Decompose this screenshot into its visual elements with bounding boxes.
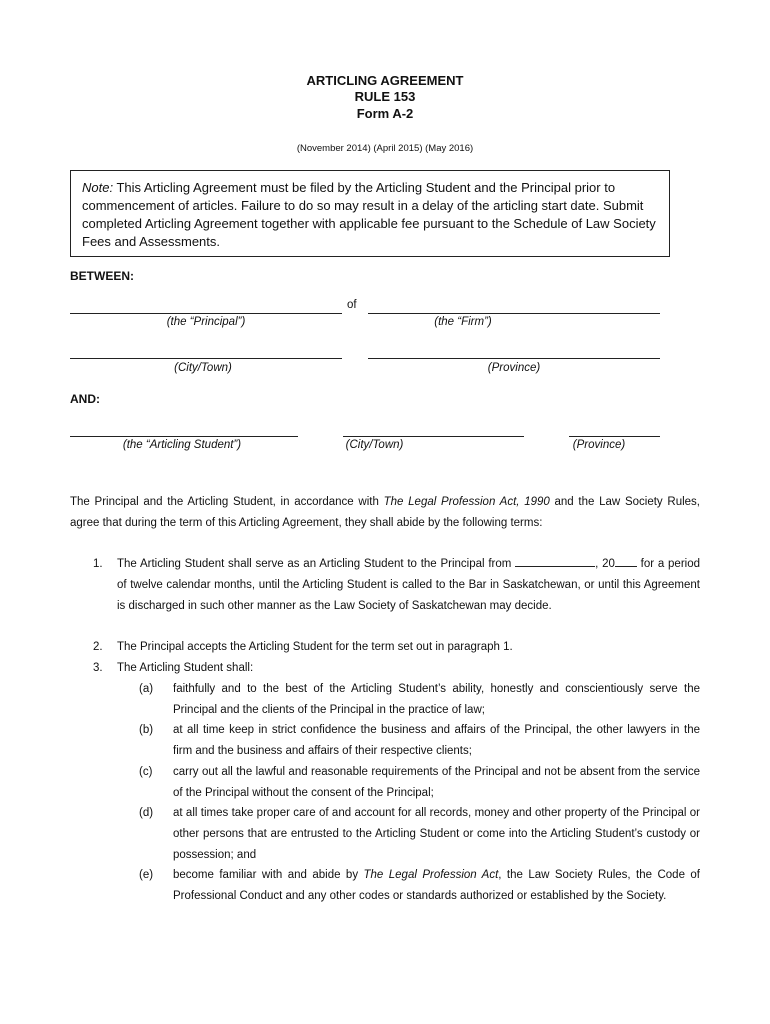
firm-name-line[interactable] — [368, 313, 660, 314]
start-year-blank[interactable] — [615, 556, 637, 567]
of-label: of — [347, 299, 357, 311]
term-1-pre: The Articling Student shall serve as an Articling Student to the Principal from — [117, 558, 516, 570]
item-c-label: (c) — [139, 766, 153, 778]
and-heading: AND: — [70, 392, 100, 406]
note-box — [70, 170, 670, 257]
term-1-mid: , 20 — [595, 558, 615, 570]
term-1-post: for a period of twelve calendar months, until the Articling Student is called to the Bar in Saskatchewan, or until this Agreement is discharged in such other manner as the Law Society of Saskatchewan may decide. — [117, 558, 701, 612]
rule-number: RULE 153 — [354, 89, 416, 104]
note-text — [82, 179, 662, 251]
student-city-line[interactable] — [343, 436, 524, 437]
student-city-caption: (City/Town) — [345, 439, 404, 451]
item-a-label: (a) — [139, 683, 154, 695]
term-3-number: 3. — [93, 662, 103, 674]
intro-paragraph — [70, 492, 700, 534]
intro-pre: The Principal and the Articling Student, in accordance with — [70, 496, 384, 508]
term-3-text: The Articling Student shall: — [117, 662, 254, 674]
principal-province-line[interactable] — [368, 358, 660, 359]
item-a-text: faithfully and to the best of the Articling Student’s ability, honestly and conscientiously serve the Principal and the clients of the Principal in the practice of law; — [173, 683, 700, 716]
item-b-text: at all time keep in strict confidence the business and affairs of the Principal, the other lawyers in the firm and the business and affairs of their respective clients; — [173, 724, 700, 757]
term-2-text: The Principal accepts the Articling Student for the term set out in paragraph 1. — [117, 641, 513, 653]
item-e-post: , the Law Society Rules, the Code of Professional Conduct and any other codes or standards authorized or established by the Society. — [173, 869, 700, 902]
intro-post: and the Law Society Rules, agree that during the term of this Articling Agreement, they shall abide by the following terms: — [70, 496, 700, 529]
note-body: This Articling Agreement must be filed by the Articling Student and the Principal prior to commencement of articles. Failure to do so may result in a delay of the articling start date. Submit completed Articling Agreement together with applicable fee pursuant to the Schedule of Law Society Fees and Assessments. — [82, 180, 656, 249]
principal-city-line[interactable] — [70, 358, 342, 359]
form-number: Form A-2 — [356, 106, 414, 121]
item-b-label: (b) — [139, 724, 154, 736]
intro-act-title: The Legal Profession Act, 1990 — [383, 496, 550, 508]
student-province-line[interactable] — [569, 436, 660, 437]
principal-name-line[interactable] — [70, 313, 342, 314]
firm-caption: (the “Firm”) — [434, 316, 492, 328]
principal-caption: (the “Principal”) — [166, 316, 246, 328]
item-e-label: (e) — [139, 869, 154, 881]
start-date-blank[interactable] — [515, 556, 595, 567]
revision-dates: (November 2014) (April 2015) (May 2016) — [296, 143, 474, 154]
between-heading: BETWEEN: — [70, 269, 134, 283]
term-1-number: 1. — [93, 558, 103, 570]
student-caption: (the “Articling Student”) — [122, 439, 242, 451]
item-d-label: (d) — [139, 807, 154, 819]
note-label: Note: — [82, 180, 114, 195]
principal-city-caption: (City/Town) — [174, 362, 232, 374]
item-c-text: carry out all the lawful and reasonable requirements of the Principal and not be absent from the service of the Principal without the consent of the Principal; — [173, 766, 700, 799]
item-e-pre: become familiar with and abide by — [173, 869, 364, 881]
principal-province-caption: (Province) — [487, 362, 541, 374]
item-e-act-title: The Legal Profession Act — [363, 869, 499, 881]
item-d-text: at all times take proper care of and account for all records, money and other property of the Principal or other persons that are entrusted to the Articling Student or come into the Articling Student’s custody or possession; and — [173, 807, 700, 861]
item-e-text — [173, 865, 700, 907]
student-province-caption: (Province) — [572, 439, 626, 451]
term-2-number: 2. — [93, 641, 103, 653]
student-name-line[interactable] — [70, 436, 298, 437]
term-1-text — [117, 554, 700, 617]
form-title: ARTICLING AGREEMENT — [306, 73, 464, 88]
